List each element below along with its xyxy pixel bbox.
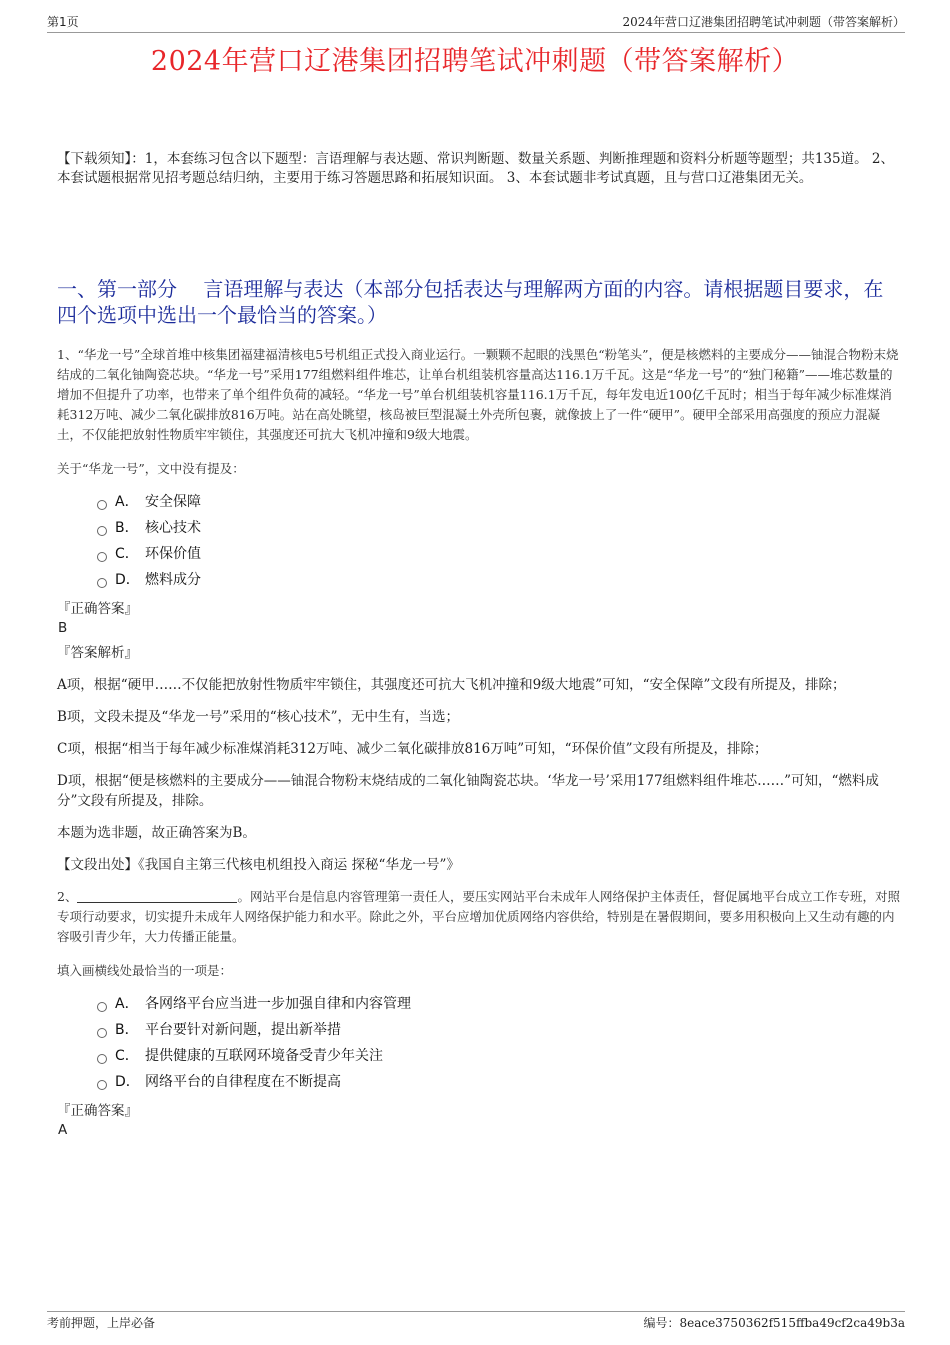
section-title: 一、第一部分 言语理解与表达（本部分包括表达与理解两方面的内容。请根据题目要求，在四个选项中选出一个最恰当的答案。） [57,277,884,327]
analysis-d: D项，根据“便是核燃料的主要成分——铀混合物粉末烧结成的二氧化铀陶瓷芯块。‘华龙一号’采用177组燃料组件堆芯……”可知，“燃料成分”文段有所提及，排除。 [57,773,879,809]
option-d[interactable]: D． 燃料成分 [97,567,902,593]
download-notice: 【下载须知】：1，本套练习包含以下题型：言语理解与表达题、常识判断题、数量关系题、判断推理题和资料分析题等题型；共135道。 2、本套试题根据常见招考题总结归纳，主要用于练习答题思路和拓展知识面。 3、本套试题非考试真题，且与营口辽港集团无关。 [57,151,894,186]
radio-button-icon[interactable] [97,1028,107,1038]
question-2-options [97,991,902,1095]
document-title: 2024年营口辽港集团招聘笔试冲刺题（带答案解析） [150,46,800,77]
radio-button-icon[interactable] [97,1080,107,1090]
option-b[interactable]: B． 平台要针对新问题，提出新举措 [97,1017,902,1043]
document-id: 编号：8eace3750362f515ffba49cf2ca49b3a [643,1316,905,1330]
page-header [47,14,905,33]
question-2-prompt: 填入画横线处最恰当的一项是： [57,963,233,978]
option-a[interactable]: A． 各网络平台应当进一步加强自律和内容管理 [97,991,902,1017]
question-1-options [97,489,902,593]
question-1-prompt: 关于“华龙一号”，文中没有提及： [57,461,245,476]
analysis-label: 『答案解析』 [57,645,138,661]
analysis-a: A项，根据“硬甲……不仅能把放射性物质牢牢锁住，其强度还可抗大飞机冲撞和9级大地震”可知，“安全保障”文段有所提及，排除； [57,677,846,693]
footer-slogan: 考前押题，上岸必备 [47,1316,156,1330]
question-list [57,345,902,1139]
page-number: 第1页 [47,15,79,29]
answer-label: 『正确答案』 [57,601,138,617]
radio-button-icon[interactable] [97,526,107,536]
option-c[interactable]: C． 提供健康的互联网环境备受青少年关注 [97,1043,902,1069]
fill-blank [77,888,237,903]
option-a[interactable]: A． 安全保障 [97,489,902,515]
radio-button-icon[interactable] [97,578,107,588]
analysis-source: 【文段出处】《我国自主第三代核电机组投入商运 探秘“华龙一号”》 [57,857,460,873]
question-2-passage: 2、 。网站平台是信息内容管理第一责任人，要压实网站平台未成年人网络保护主体责任，督促属地平台成立工作专班，对照专项行动要求，切实提升未成年人网络保护能力和水平。除此之外，平台应增加优质网络内容供给，特别是在暑假期间，要多用积极向上又生动有趣的内容吸引青少年，大力传播正能量。 [57,889,900,944]
radio-button-icon[interactable] [97,1002,107,1012]
analysis-c: C项，根据“相当于每年减少标准煤消耗312万吨、减少二氧化碳排放816万吨”可知，“环保价值”文段有所提及，排除； [57,741,768,757]
analysis-conclusion: 本题为选非题，故正确答案为B。 [57,825,256,841]
option-c[interactable]: C． 环保价值 [97,541,902,567]
question-2 [57,887,902,1139]
header-doc-title: 2024年营口辽港集团招聘笔试冲刺题（带答案解析） [622,15,905,29]
correct-answer: B [58,620,68,636]
question-1-passage: 1、“华龙一号”全球首堆中核集团福建福清核电5号机组正式投入商业运行。一颗颗不起眼的浅黑色“粉笔头”，便是核燃料的主要成分——铀混合物粉末烧结成的二氧化铀陶瓷芯块。“华龙一号”采用177组燃料组件堆芯，让单台机组装机容量高达116.1万千瓦。这是“华龙一号”的“独门秘籍”——堆芯数量的增加不但提升了功率，也带来了单个组件负荷的减轻。“华龙一号”单台机组装机容量116.1万千瓦，每年发电近100亿千瓦时；相当于每年减少标准煤消耗312万吨、减少二氧化碳排放816万吨。站在高处眺望，核岛被巨型混凝土外壳所包裹，就像披上了一件“硬甲”。硬甲全部采用高强度的预应力混凝土，不仅能把放射性物质牢牢锁住，其强度还可抗大飞机冲撞和9级大地震。 [57,347,899,442]
correct-answer: A [58,1122,68,1138]
radio-button-icon[interactable] [97,500,107,510]
analysis-b: B项，文段未提及“华龙一号”采用的“核心技术”，无中生有，当选； [57,709,460,725]
page-footer [47,1311,905,1333]
question-1 [57,345,902,875]
radio-button-icon[interactable] [97,1054,107,1064]
radio-button-icon[interactable] [97,552,107,562]
option-d[interactable]: D． 网络平台的自律程度在不断提高 [97,1069,902,1095]
option-b[interactable]: B． 核心技术 [97,515,902,541]
answer-label: 『正确答案』 [57,1103,138,1119]
